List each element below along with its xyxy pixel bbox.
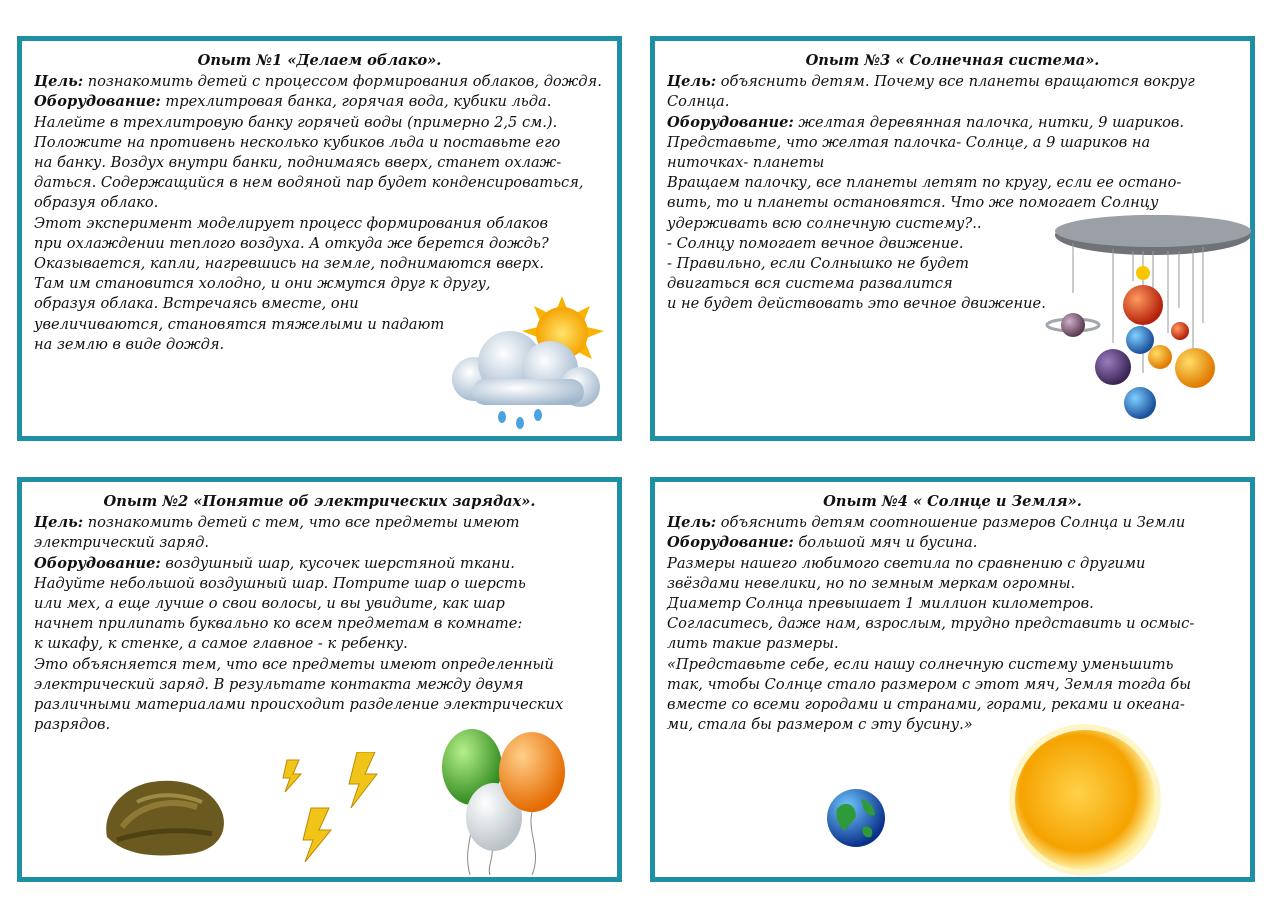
goal-text: объяснить детям соотношение размеров Солнца и Земли	[716, 514, 1186, 532]
solar-system-mobile-icon	[1043, 213, 1251, 431]
goal-text: познакомить детей с тем, что все предметы имеют электрический заряд.	[34, 514, 520, 552]
body-line: образуя облака. Встречаясь вместе, они	[34, 295, 359, 313]
body-line: Этот эксперимент моделирует процесс формирования облаков	[34, 214, 549, 232]
body-line: Там им становится холодно, и они жмутся друг к другу,	[34, 275, 491, 293]
body-line: даться. Содержащийся в нем водяной пар будет конденсироваться,	[34, 174, 584, 192]
body-line: звёздами невелики, но по земным меркам огромны.	[667, 574, 1076, 592]
card-title: Опыт №2 «Понятие об электрических зарядах».	[103, 493, 536, 510]
body-line: лить такие размеры.	[667, 635, 839, 653]
goal-line	[34, 513, 605, 553]
body-line: Согласитесь, даже нам, взрослым, трудно представить и осмыс-	[667, 615, 1195, 633]
equipment-line	[34, 92, 605, 112]
equipment-label: Оборудование:	[667, 534, 794, 552]
body-line: при охлаждении теплого воздуха. А откуда же берется дождь?	[34, 234, 549, 252]
body-line: так, чтобы Солнце стало размером с этот мяч, Земля тогда бы	[667, 675, 1192, 693]
body-line: Это объясняется тем, что все предметы имеют определенный	[34, 655, 554, 673]
body-line: начнет прилипать буквально ко всем предметам в комнате:	[34, 615, 523, 633]
equipment-text: желтая деревянная палочка, нитки, 9 шариков.	[793, 113, 1185, 131]
body-line: - Правильно, если Солнышко не будет	[667, 255, 969, 273]
card-experiment-3	[650, 36, 1255, 441]
card-experiment-1	[17, 36, 622, 441]
equipment-label: Оборудование:	[667, 113, 794, 131]
body-line: различными материалами происходит разделение электрических	[34, 696, 564, 714]
body-line: увеличиваются, становятся тяжелыми и падают	[34, 315, 445, 333]
equipment-label: Оборудование:	[34, 554, 161, 572]
body-line: образуя облако.	[34, 194, 159, 212]
body-line: - Солнцу помогает вечное движение.	[667, 234, 964, 252]
body-line: Размеры нашего любимого светила по сравнению с другими	[667, 554, 1146, 572]
goal-text: познакомить детей с процессом формирования облаков, дождя.	[83, 73, 602, 91]
card-title: Опыт №1 «Делаем облако».	[197, 52, 442, 69]
body-line: Положите на противень несколько кубиков льда и поставьте его	[34, 133, 561, 151]
body-line: ниточках- планеты	[667, 154, 825, 172]
card-experiment-2	[17, 477, 622, 882]
goal-label: Цель:	[34, 73, 84, 91]
goal-label: Цель:	[34, 514, 84, 532]
body-line: и не будет действовать это вечное движение.	[667, 295, 1046, 313]
equipment-line	[667, 113, 1238, 133]
cloud-sun-rain-icon	[442, 291, 612, 431]
card-title: Опыт №3 « Солнечная система».	[805, 52, 1100, 69]
body-line: Налейте в трехлитровую банку горячей воды (примерно 2,5 см.).	[34, 113, 558, 131]
body-line: разрядов.	[34, 716, 111, 734]
goal-label: Цель:	[667, 73, 717, 91]
equipment-label: Оборудование:	[34, 93, 161, 111]
equipment-text: большой мяч и бусина.	[793, 534, 978, 552]
lightning-icon	[277, 752, 387, 862]
goal-label: Цель:	[667, 514, 717, 532]
body-line: или мех, а еще лучше о свои волосы, и вы увидите, как шар	[34, 595, 505, 613]
equipment-text: трехлитровая банка, горячая вода, кубики льда.	[160, 93, 552, 111]
equipment-line	[34, 554, 605, 574]
sun-icon	[1005, 720, 1165, 880]
earth-icon	[825, 787, 887, 849]
body-line: Надуйте небольшой воздушный шар. Потрите шар о шерсть	[34, 574, 526, 592]
goal-line	[34, 72, 605, 92]
body-line: «Представьте себе, если нашу солнечную систему уменьшить	[667, 655, 1174, 673]
body-line: двигаться вся система развалится	[667, 275, 953, 293]
wool-cloth-icon	[97, 772, 237, 862]
body-line: вместе со всеми городами и странами, горами, реками и океана-	[667, 696, 1185, 714]
body-line: на землю в виде дождя.	[34, 335, 225, 353]
equipment-text: воздушный шар, кусочек шерстяной ткани.	[160, 554, 515, 572]
body-line: ми, стала бы размером с эту бусину.»	[667, 716, 973, 734]
body-line: вить, то и планеты остановятся. Что же помогает Солнцу	[667, 194, 1159, 212]
equipment-line	[667, 533, 1238, 553]
goal-line	[667, 72, 1238, 112]
body-line: на банку. Воздух внутри банки, поднимаясь вверх, станет охлаж-	[34, 154, 562, 172]
body-line: удерживать всю солнечную систему?..	[667, 214, 982, 232]
card-title: Опыт №4 « Солнце и Земля».	[823, 493, 1082, 510]
body-line: Диаметр Солнца превышает 1 миллион километров.	[667, 595, 1094, 613]
balloons-icon	[432, 727, 572, 877]
body-line: Представьте, что желтая палочка- Солнце, а 9 шариков на	[667, 133, 1151, 151]
goal-line	[667, 513, 1238, 533]
goal-text: объяснить детям. Почему все планеты вращаются вокруг Солнца.	[667, 73, 1195, 111]
card-experiment-4	[650, 477, 1255, 882]
body-line: Оказывается, капли, нагревшись на земле, поднимаются вверх.	[34, 255, 545, 273]
body-line: Вращаем палочку, все планеты летят по кругу, если ее остано-	[667, 174, 1182, 192]
body-line: к шкафу, к стенке, а самое главное - к ребенку.	[34, 635, 408, 653]
body-line: электрический заряд. В результате контакта между двумя	[34, 675, 524, 693]
